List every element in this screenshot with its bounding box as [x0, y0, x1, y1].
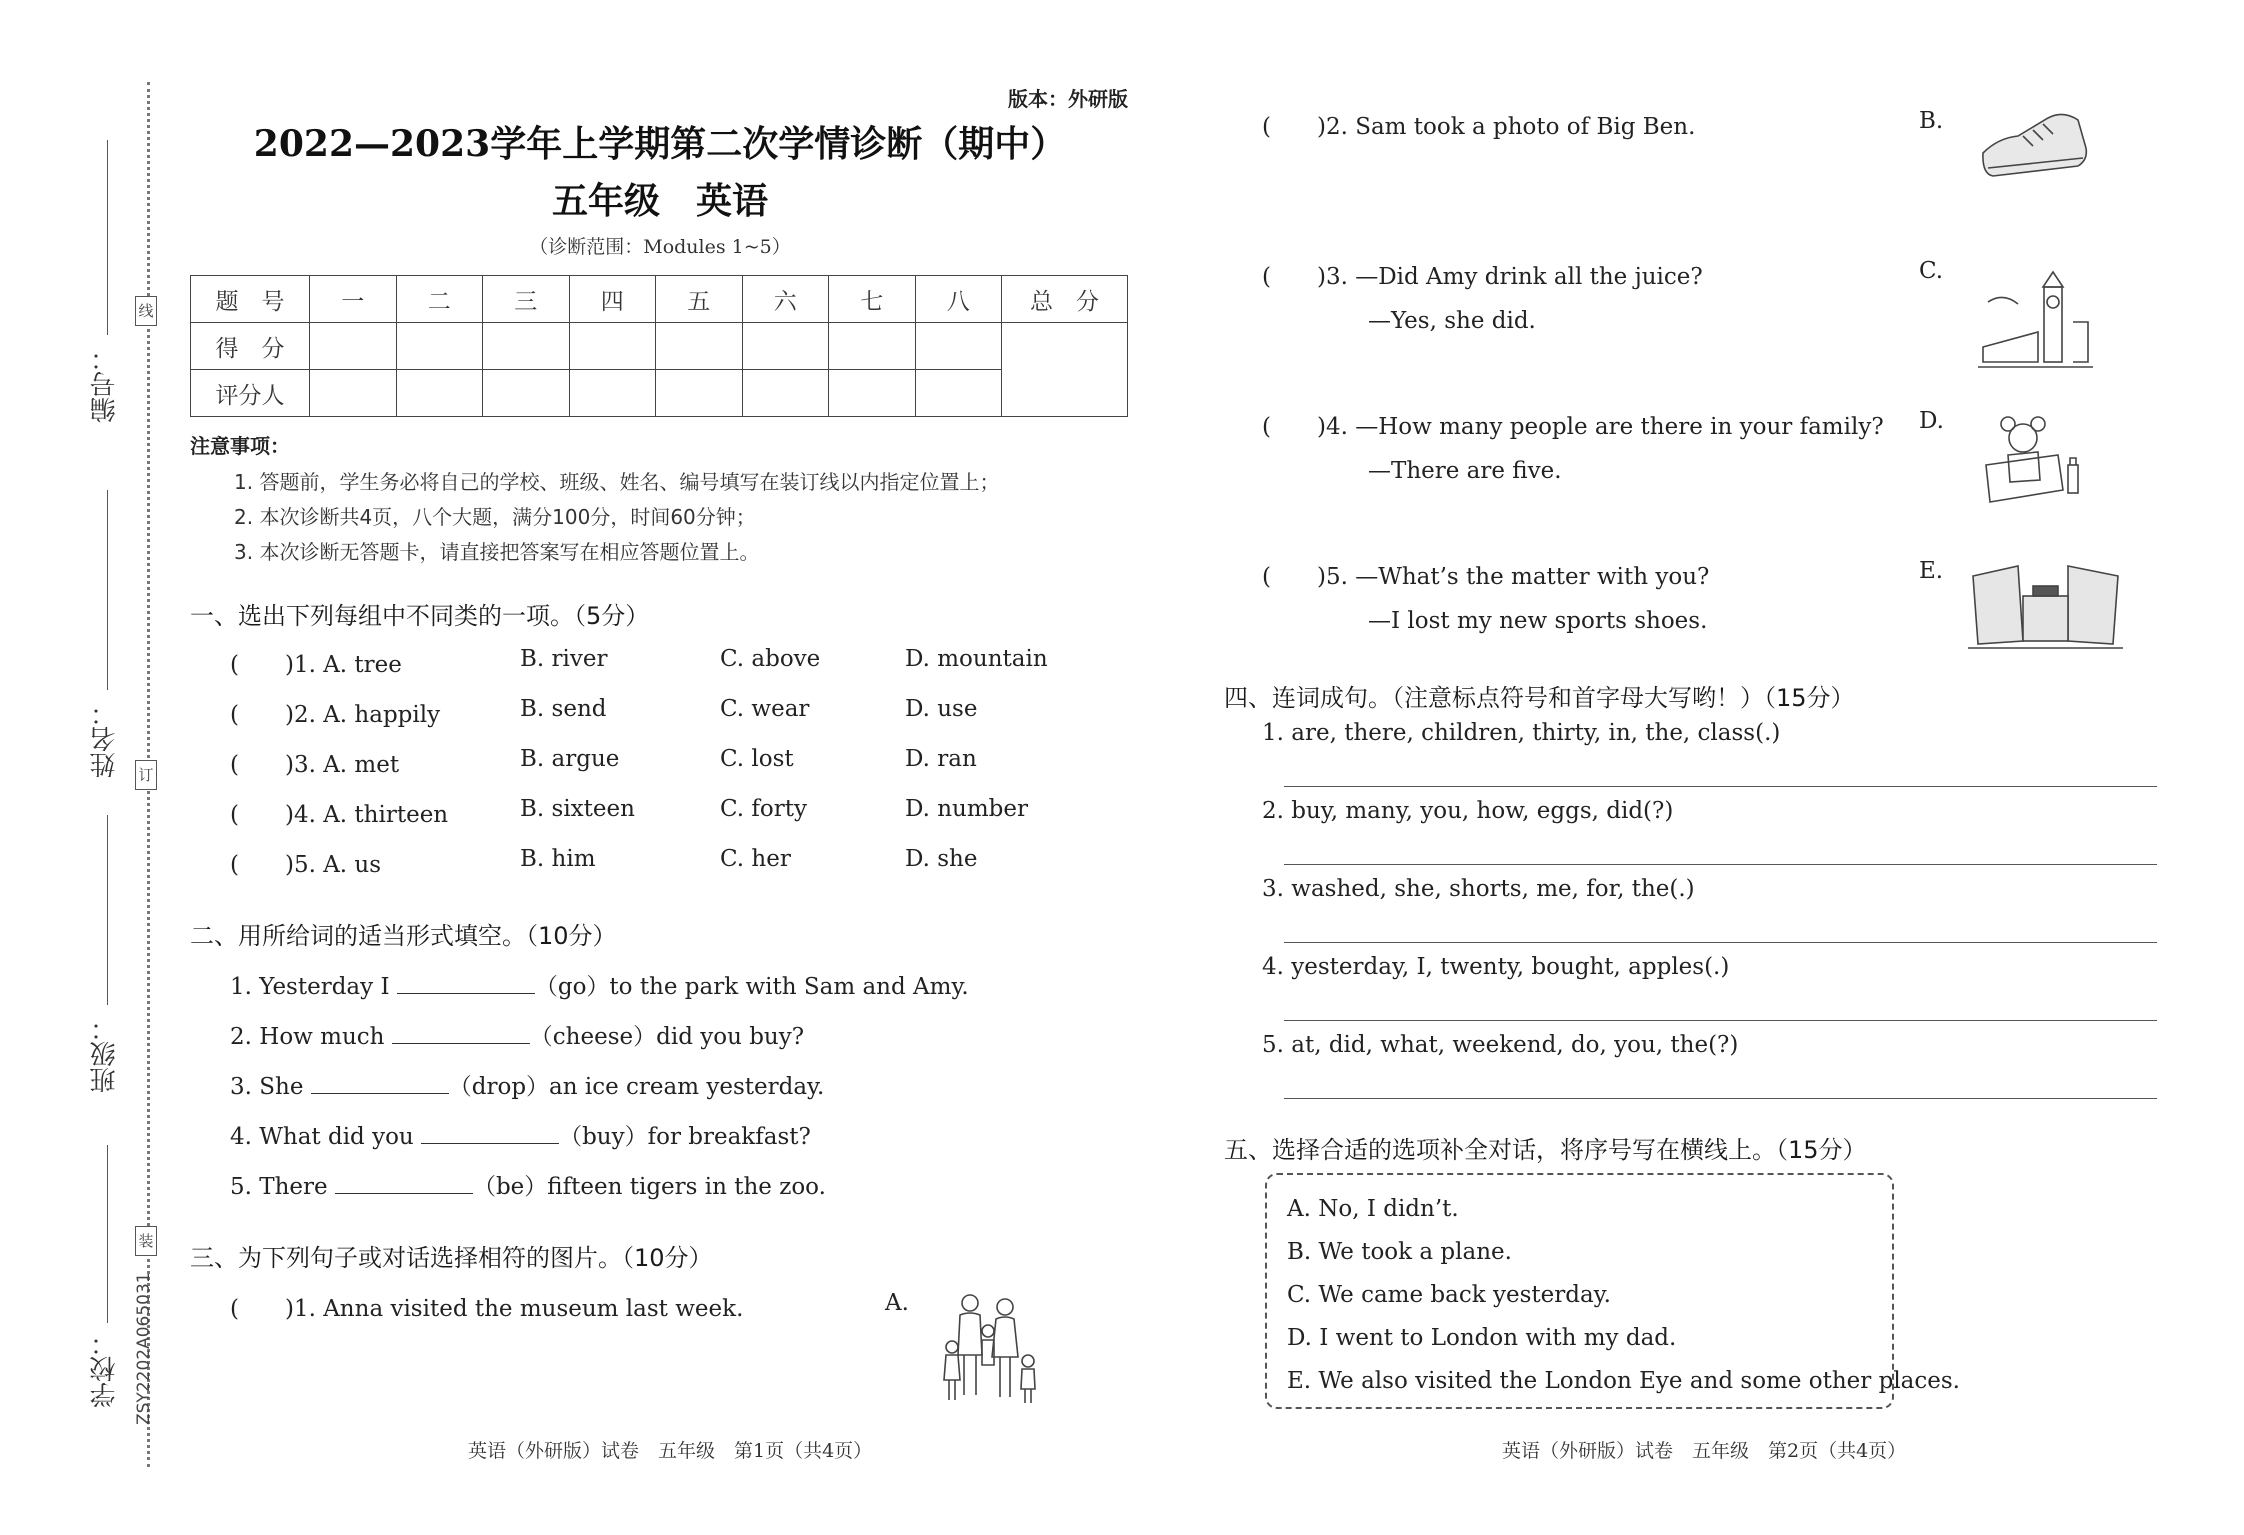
paper-code: ZSY2202A065031: [134, 1272, 154, 1425]
picture-question: ( )3. —Did Amy drink all the juice?: [1262, 264, 1703, 290]
picture-answer: —There are five.: [1368, 458, 1562, 484]
school-write-line[interactable]: [107, 1145, 108, 1323]
option-c: C. her: [720, 846, 791, 872]
question-text: 4. What did you: [230, 1124, 422, 1150]
fill-blank-question: [230, 1068, 824, 1101]
score-header-cell: 三: [483, 276, 570, 323]
option-d: D. she: [905, 846, 978, 872]
answer-line[interactable]: [1284, 942, 2157, 943]
option-c: C. above: [720, 646, 821, 672]
section2-title: 二、用所给词的适当形式填空。（10分）: [190, 922, 617, 950]
total-score-cell[interactable]: [1002, 323, 1128, 417]
score-cell[interactable]: [742, 323, 829, 370]
grader-cell[interactable]: [310, 370, 397, 417]
version-label: 版本：外研版: [1008, 87, 1128, 111]
exam-scope: （诊断范围：Modules 1~5）: [529, 236, 791, 258]
option-d: D. use: [905, 696, 978, 722]
question-text: （be）fifteen tigers in the zoo.: [472, 1174, 826, 1200]
note-item: 3. 本次诊断无答题卡，请直接把答案写在相应答题位置上。: [234, 540, 760, 564]
fill-blank-question: [230, 1118, 811, 1151]
option-c: C. forty: [720, 796, 807, 822]
picture-question: ( )2. Sam took a photo of Big Ben.: [1262, 114, 1696, 140]
answer-blank[interactable]: [397, 973, 535, 994]
question-stem: ( )5. A. us: [230, 852, 382, 878]
score-cell[interactable]: [569, 323, 656, 370]
question-text: （cheese）did you buy?: [529, 1024, 805, 1050]
exam-subtitle: 五年级 英语: [551, 180, 768, 222]
score-row: [191, 323, 1128, 370]
score-header-cell: 六: [742, 276, 829, 323]
score-header-cell: 总 分: [1002, 276, 1128, 323]
score-table: [190, 275, 1128, 417]
grader-cell[interactable]: [829, 370, 916, 417]
option-b: B. sixteen: [520, 796, 635, 822]
binding-mark-order: 订: [135, 760, 157, 790]
grader-cell[interactable]: [656, 370, 743, 417]
question-stem: ( )4. A. thirteen: [230, 802, 449, 828]
grader-cell[interactable]: [569, 370, 656, 417]
option-c: C. lost: [720, 746, 794, 772]
score-header-cell: 五: [656, 276, 743, 323]
option-d: D. number: [905, 796, 1029, 822]
score-cell[interactable]: [396, 323, 483, 370]
score-cell[interactable]: [915, 323, 1002, 370]
score-header-cell: 题 号: [191, 276, 310, 323]
score-cell[interactable]: [656, 323, 743, 370]
score-cell[interactable]: [829, 323, 916, 370]
museum-picture: [1968, 556, 2123, 651]
picture-question: ( )4. —How many people are there in your family?: [1262, 414, 1884, 440]
question-text: 2. How much: [230, 1024, 392, 1050]
number-label: 编号：: [90, 345, 120, 423]
grader-row: [191, 370, 1128, 417]
word-order-question: 1. are, there, children, thirty, in, the, class(.): [1262, 720, 1781, 746]
answer-line[interactable]: [1284, 1098, 2157, 1099]
fill-blank-question: [230, 1018, 804, 1051]
school-label: 学校：: [90, 1330, 120, 1408]
dialogue-option: C. We came back yesterday.: [1287, 1282, 1611, 1308]
picture-option-label: E.: [1919, 558, 1944, 584]
grader-cell[interactable]: [915, 370, 1002, 417]
score-header-cell: 一: [310, 276, 397, 323]
option-b: B. argue: [520, 746, 620, 772]
score-header-cell: 二: [396, 276, 483, 323]
binding-mark-line: 线: [135, 296, 157, 326]
class-label: 班级：: [90, 1015, 120, 1093]
section3-title: 三、为下列句子或对话选择相符的图片。（10分）: [190, 1244, 713, 1272]
question-text: （go）to the park with Sam and Amy.: [534, 974, 969, 1000]
dialogue-option: B. We took a plane.: [1287, 1239, 1512, 1265]
picture-answer: —I lost my new sports shoes.: [1368, 608, 1708, 634]
question-stem: ( )3. A. met: [230, 752, 400, 778]
word-order-question: 5. at, did, what, weekend, do, you, the(?): [1262, 1032, 1739, 1058]
score-header-cell: 八: [915, 276, 1002, 323]
grader-cell[interactable]: [483, 370, 570, 417]
answer-line[interactable]: [1284, 864, 2157, 865]
family-picture: [940, 1285, 1040, 1410]
number-write-line[interactable]: [107, 140, 108, 335]
section5-title: 五、选择合适的选项补全对话，将序号写在横线上。（15分）: [1224, 1136, 1867, 1164]
answer-blank[interactable]: [392, 1023, 530, 1044]
note-item: 2. 本次诊断共4页，八个大题，满分100分，时间60分钟；: [234, 505, 756, 529]
option-c: C. wear: [720, 696, 810, 722]
sports-shoe-picture: [1978, 98, 2093, 188]
word-order-question: 2. buy, many, you, how, eggs, did(?): [1262, 798, 1674, 824]
question-stem: ( )2. A. happily: [230, 702, 441, 728]
name-label: 姓名：: [90, 700, 120, 778]
score-cell[interactable]: [310, 323, 397, 370]
dialogue-option: D. I went to London with my dad.: [1287, 1325, 1677, 1351]
fill-blank-question: [230, 1168, 826, 1201]
answer-blank[interactable]: [421, 1123, 559, 1144]
page-footer-left: 英语（外研版）试卷 五年级 第1页（共4页）: [468, 1440, 873, 1462]
answer-blank[interactable]: [335, 1173, 473, 1194]
option-b: B. river: [520, 646, 608, 672]
question-text: 1. Yesterday I: [230, 974, 397, 1000]
name-write-line[interactable]: [107, 490, 108, 690]
picture-question: ( )5. —What’s the matter with you?: [1262, 564, 1710, 590]
picture-option-label: C.: [1919, 258, 1944, 284]
class-write-line[interactable]: [107, 815, 108, 1005]
word-order-question: 4. yesterday, I, twenty, bought, apples(.): [1262, 954, 1730, 980]
binding-mark-bind: 装: [135, 1226, 157, 1256]
girl-with-juice-picture: [1978, 410, 2088, 510]
score-row-label: 得 分: [191, 323, 310, 370]
big-ben-picture: [1978, 262, 2093, 377]
score-header-cell: 七: [829, 276, 916, 323]
answer-line[interactable]: [1284, 786, 2157, 787]
option-d: D. mountain: [905, 646, 1048, 672]
section1-title: 一、选出下列每组中不同类的一项。（5分）: [190, 602, 650, 630]
question-text: 3. She: [230, 1074, 311, 1100]
question-text: （buy）for breakfast?: [559, 1124, 811, 1150]
grader-row-label: 评分人: [191, 370, 310, 417]
section4-title: 四、连词成句。（注意标点符号和首字母大写哟！）（15分）: [1224, 684, 1855, 712]
question-stem: ( )1. A. tree: [230, 652, 402, 678]
dialogue-option: E. We also visited the London Eye and some other places.: [1287, 1368, 1960, 1394]
picture-option-label: B.: [1919, 108, 1944, 134]
question-text: （drop）an ice cream yesterday.: [448, 1074, 825, 1100]
picture-option-label: A.: [885, 1290, 909, 1316]
note-item: 1. 答题前，学生务必将自己的学校、班级、姓名、编号填写在装订线以内指定位置上；: [234, 470, 1000, 494]
option-b: B. him: [520, 846, 596, 872]
score-table-header-row: [191, 276, 1128, 323]
picture-option-label: D.: [1919, 408, 1944, 434]
option-d: D. ran: [905, 746, 977, 772]
score-cell[interactable]: [483, 323, 570, 370]
page-footer-right: 英语（外研版）试卷 五年级 第2页（共4页）: [1502, 1440, 1907, 1462]
question-text: 5. There: [230, 1174, 335, 1200]
dialogue-option: A. No, I didn’t.: [1287, 1196, 1459, 1222]
word-order-question: 3. washed, she, shorts, me, for, the(.): [1262, 876, 1695, 902]
answer-line[interactable]: [1284, 1020, 2157, 1021]
fill-blank-question: [230, 968, 969, 1001]
exam-title: 2022—2023学年上学期第二次学情诊断（期中）: [253, 123, 1067, 165]
picture-answer: —Yes, she did.: [1368, 308, 1536, 334]
score-header-cell: 四: [569, 276, 656, 323]
grader-cell[interactable]: [742, 370, 829, 417]
grader-cell[interactable]: [396, 370, 483, 417]
picture-question: ( )1. Anna visited the museum last week.: [230, 1296, 744, 1322]
notes-title: 注意事项：: [190, 434, 290, 458]
answer-blank[interactable]: [311, 1073, 449, 1094]
option-b: B. send: [520, 696, 607, 722]
